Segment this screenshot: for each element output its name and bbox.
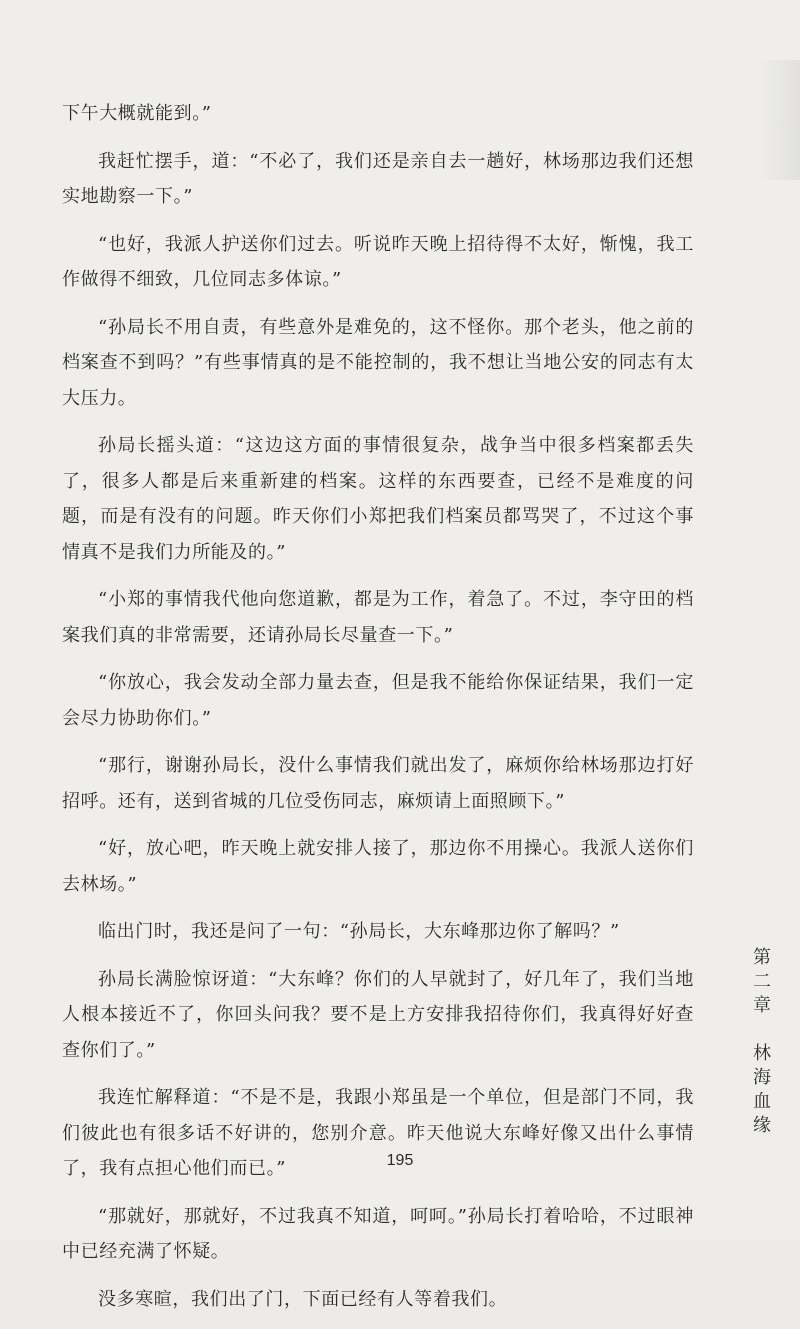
page-number: 195 (386, 1152, 414, 1169)
paragraph: 孙局长摇头道：“这边这方面的事情很复杂，战争当中很多档案都丢失了，很多人都是后来重新建的档案。这样的东西要查，已经不是难度的问题，而是有没有的问题。昨天你们小郑把我们档案员都骂哭了，不过这个事情真不是我们力所能及的。” (62, 435, 694, 563)
chapter-title (750, 1042, 774, 1138)
paragraph: 没多寒暄，我们出了门，下面已经有人等着我们。 (98, 1288, 508, 1310)
paragraph: “你放心，我会发动全部力量去查，但是我不能给你保证结果，我们一定会尽力协助你们。” (62, 672, 694, 729)
paragraph: 临出门时，我还是问了一句：“孙局长，大东峰那边你了解吗？” (98, 921, 620, 942)
body-text (62, 96, 694, 1329)
paragraph: “孙局长不用自责，有些意外是难免的，这不怪你。那个老头，他之前的档案查不到吗？”有些事情真的是不能控制的，我不想让当地公安的同志有太大压力。 (62, 316, 694, 409)
paragraph: “那行，谢谢孙局长，没什么事情我们就出发了，麻烦你给林场那边打好招呼。还有，送到省城的几位受伤同志，麻烦请上面照顾下。” (62, 755, 694, 812)
paragraph: 下午大概就能到。” (62, 103, 212, 124)
paragraph: “小郑的事情我代他向您道歉，都是为工作，着急了。不过，李守田的档案我们真的非常需要，还请孙局长尽量查一下。” (62, 589, 694, 646)
paragraph: 我赶忙摆手，道：“不必了，我们还是亲自去一趟好，林场那边我们还想实地勘察一下。” (62, 150, 694, 207)
paragraph: “好，放心吧，昨天晚上就安排人接了，那边你不用操心。我派人送你们去林场。” (62, 838, 694, 895)
chapter-glyph: 第 (753, 947, 771, 968)
paragraph: 我连忙解释道：“不是不是，我跟小郑虽是一个单位，但是部门不同，我们彼此也有很多话不好讲的，您别介意。昨天他说大东峰好像又出什么事情了，我有点担心他们而已。” (62, 1087, 694, 1179)
paragraph: 孙局长满脸惊讶道：“大东峰？你们的人早就封了，好几年了，我们当地人根本接近不了，你回头问我？要不是上方安排我招待你们，我真得好好查查你们了。” (62, 968, 694, 1061)
chapter-glyph: 缘 (753, 1115, 771, 1136)
chapter-glyph: 二 (753, 971, 771, 992)
chapter-glyph: 章 (753, 995, 771, 1016)
chapter-glyph: 林 (753, 1043, 771, 1064)
chapter-glyph: 海 (753, 1067, 771, 1088)
chapter-glyph: 血 (753, 1091, 771, 1112)
bleed-through-shadow (760, 60, 800, 180)
chapter-side-title (750, 946, 774, 1138)
chapter-number (750, 946, 774, 1018)
chapter-spacer (750, 1018, 774, 1042)
paragraph: “也好，我派人护送你们过去。听说昨天晚上招待得不太好，惭愧，我工作做得不细致，几位同志多体谅。” (62, 233, 694, 290)
paragraph: “那就好，那就好，不过我真不知道，呵呵。”孙局长打着哈哈，不过眼神中已经充满了怀疑。 (62, 1205, 694, 1262)
